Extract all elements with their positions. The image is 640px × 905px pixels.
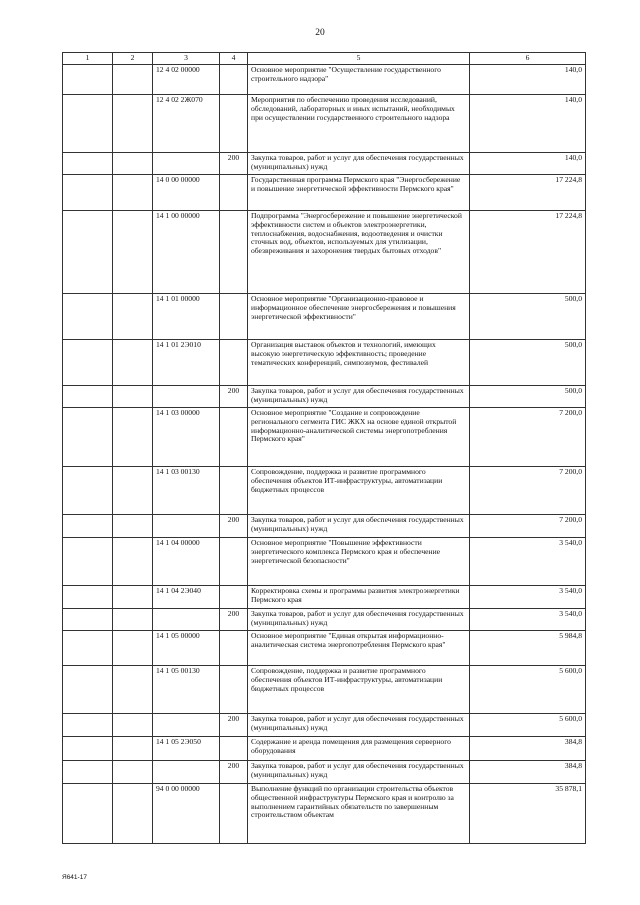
table-row — [63, 153, 586, 175]
target-item-code — [153, 714, 220, 737]
target-item-code: 14 0 00 00000 — [153, 175, 220, 211]
table-row — [63, 784, 586, 844]
target-item-code — [153, 153, 220, 175]
item-name: Содержание и аренда помещения для размещения серверного оборудования — [248, 737, 470, 761]
item-name: Закупка товаров, работ и услуг для обеспечения государственных (муниципальных) нужд — [248, 761, 470, 784]
cell-empty — [63, 175, 113, 211]
item-name: Подпрограмма "Энергосбережение и повышение энергетической эффективности систем и объектов электроэнергетики, теплоснабжения, водоснабжения, водоотведения и очистки сточных вод, объектов, используемых для утилизации, обезвреживания и захоронения твердых бытовых отходов" — [248, 211, 470, 294]
expense-type-code: 200 — [220, 609, 248, 631]
cell-empty — [113, 784, 153, 844]
budget-table — [62, 52, 586, 844]
cell-empty — [113, 586, 153, 609]
expense-type-code — [220, 340, 248, 386]
cell-empty — [113, 467, 153, 515]
target-item-code: 14 1 05 2Э050 — [153, 737, 220, 761]
cell-empty — [113, 294, 153, 340]
cell-empty — [63, 737, 113, 761]
cell-empty — [113, 714, 153, 737]
item-amount: 384,8 — [470, 761, 586, 784]
item-name: Основное мероприятие "Повышение эффективности энергетического комплекса Пермского края и обеспечение энергетической безопасности" — [248, 538, 470, 586]
item-name: Основное мероприятие "Создание и сопровождение регионального сегмента ГИС ЖКХ на основе единой открытой информационно-аналитической системы энергопотребления Пермского края" — [248, 408, 470, 467]
cell-empty — [113, 65, 153, 95]
expense-type-code — [220, 95, 248, 153]
target-item-code: 94 0 00 00000 — [153, 784, 220, 844]
cell-empty — [63, 467, 113, 515]
item-amount: 3 540,0 — [470, 538, 586, 586]
cell-empty — [113, 631, 153, 666]
target-item-code: 14 1 03 00000 — [153, 408, 220, 467]
document-code: Я641-17 — [62, 874, 87, 881]
column-header-5: 5 — [248, 53, 470, 65]
item-amount: 7 200,0 — [470, 408, 586, 467]
target-item-code — [153, 386, 220, 408]
table-row — [63, 666, 586, 714]
cell-empty — [63, 666, 113, 714]
cell-empty — [63, 95, 113, 153]
expense-type-code: 200 — [220, 386, 248, 408]
expense-type-code — [220, 65, 248, 95]
item-amount: 500,0 — [470, 294, 586, 340]
item-name: Организация выставок объектов и технологий, имеющих высокую энергетическую эффективность; проведение тематических конференций, симпозиумов, фестивалей — [248, 340, 470, 386]
cell-empty — [63, 294, 113, 340]
item-name: Закупка товаров, работ и услуг для обеспечения государственных (муниципальных) нужд — [248, 153, 470, 175]
expense-type-code — [220, 211, 248, 294]
expense-type-code — [220, 666, 248, 714]
target-item-code: 12 4 02 2Ж070 — [153, 95, 220, 153]
target-item-code: 14 1 03 00130 — [153, 467, 220, 515]
cell-empty — [63, 408, 113, 467]
target-item-code: 14 1 01 00000 — [153, 294, 220, 340]
cell-empty — [113, 538, 153, 586]
column-header-2: 2 — [113, 53, 153, 65]
item-amount: 5 600,0 — [470, 666, 586, 714]
item-name: Сопровождение, поддержка и развитие программного обеспечения объектов ИТ-инфраструктуры, автоматизации бюджетных процессов — [248, 467, 470, 515]
cell-empty — [63, 153, 113, 175]
item-amount: 35 878,1 — [470, 784, 586, 844]
target-item-code: 14 1 00 00000 — [153, 211, 220, 294]
cell-empty — [113, 211, 153, 294]
expense-type-code — [220, 467, 248, 515]
cell-empty — [63, 65, 113, 95]
expense-type-code — [220, 408, 248, 467]
table-row — [63, 586, 586, 609]
cell-empty — [63, 340, 113, 386]
expense-type-code — [220, 294, 248, 340]
cell-empty — [63, 761, 113, 784]
item-amount: 500,0 — [470, 386, 586, 408]
table-row — [63, 609, 586, 631]
item-name: Закупка товаров, работ и услуг для обеспечения государственных (муниципальных) нужд — [248, 609, 470, 631]
item-name: Основное мероприятие "Организационно-правовое и информационное обеспечение энергосбережения и повышения энергетической эффективности" — [248, 294, 470, 340]
cell-empty — [113, 408, 153, 467]
cell-empty — [63, 386, 113, 408]
table-row — [63, 65, 586, 95]
table-row — [63, 211, 586, 294]
page-number: 20 — [315, 28, 325, 38]
table-row — [63, 761, 586, 784]
target-item-code: 12 4 02 00000 — [153, 65, 220, 95]
expense-type-code: 200 — [220, 515, 248, 538]
table-row — [63, 175, 586, 211]
table-row — [63, 467, 586, 515]
table-row — [63, 386, 586, 408]
cell-empty — [63, 714, 113, 737]
item-name: Закупка товаров, работ и услуг для обеспечения государственных (муниципальных) нужд — [248, 515, 470, 538]
cell-empty — [113, 666, 153, 714]
expense-type-code — [220, 586, 248, 609]
item-name: Корректировка схемы и программы развития электроэнергетики Пермского края — [248, 586, 470, 609]
item-amount: 17 224,8 — [470, 175, 586, 211]
cell-empty — [63, 538, 113, 586]
expense-type-code — [220, 538, 248, 586]
expense-type-code: 200 — [220, 761, 248, 784]
expense-type-code: 200 — [220, 153, 248, 175]
cell-empty — [113, 153, 153, 175]
target-item-code: 14 1 05 00000 — [153, 631, 220, 666]
cell-empty — [113, 609, 153, 631]
item-amount: 5 984,8 — [470, 631, 586, 666]
item-amount: 3 540,0 — [470, 586, 586, 609]
target-item-code: 14 1 04 2Э040 — [153, 586, 220, 609]
column-header-3: 3 — [153, 53, 220, 65]
cell-empty — [113, 761, 153, 784]
expense-type-code — [220, 631, 248, 666]
item-amount: 7 200,0 — [470, 515, 586, 538]
cell-empty — [63, 784, 113, 844]
table-row — [63, 515, 586, 538]
target-item-code — [153, 609, 220, 631]
expense-type-code — [220, 175, 248, 211]
target-item-code — [153, 515, 220, 538]
target-item-code: 14 1 04 00000 — [153, 538, 220, 586]
item-name: Закупка товаров, работ и услуг для обеспечения государственных (муниципальных) нужд — [248, 714, 470, 737]
table-row — [63, 714, 586, 737]
table-row — [63, 631, 586, 666]
cell-empty — [113, 340, 153, 386]
cell-empty — [63, 609, 113, 631]
item-name: Мероприятия по обеспечению проведения исследований, обследований, лабораторных и иных испытаний, необходимых при осуществлении государственного строительного надзора — [248, 95, 470, 153]
table-row — [63, 294, 586, 340]
cell-empty — [113, 737, 153, 761]
cell-empty — [63, 631, 113, 666]
cell-empty — [113, 175, 153, 211]
table-row — [63, 538, 586, 586]
cell-empty — [63, 586, 113, 609]
cell-empty — [63, 211, 113, 294]
item-amount: 7 200,0 — [470, 467, 586, 515]
item-amount: 17 224,8 — [470, 211, 586, 294]
target-item-code — [153, 761, 220, 784]
target-item-code: 14 1 01 2Э010 — [153, 340, 220, 386]
expense-type-code — [220, 737, 248, 761]
item-amount: 140,0 — [470, 153, 586, 175]
table-row — [63, 737, 586, 761]
item-amount: 500,0 — [470, 340, 586, 386]
cell-empty — [113, 515, 153, 538]
cell-empty — [63, 515, 113, 538]
target-item-code: 14 1 05 00130 — [153, 666, 220, 714]
item-name: Основное мероприятие "Единая открытая информационно-аналитическая система энергопотребления Пермского края" — [248, 631, 470, 666]
column-header-6: 6 — [470, 53, 586, 65]
item-name: Сопровождение, поддержка и развитие программного обеспечения объектов ИТ-инфраструктуры, автоматизации бюджетных процессов — [248, 666, 470, 714]
column-header-1: 1 — [63, 53, 113, 65]
table-row — [63, 408, 586, 467]
item-amount: 140,0 — [470, 65, 586, 95]
expense-type-code — [220, 784, 248, 844]
table-row — [63, 95, 586, 153]
item-amount: 140,0 — [470, 95, 586, 153]
table-row — [63, 340, 586, 386]
table-header-row — [63, 53, 586, 65]
item-amount: 384,8 — [470, 737, 586, 761]
cell-empty — [113, 386, 153, 408]
column-header-4: 4 — [220, 53, 248, 65]
expense-type-code: 200 — [220, 714, 248, 737]
item-amount: 5 600,0 — [470, 714, 586, 737]
item-amount: 3 540,0 — [470, 609, 586, 631]
item-name: Закупка товаров, работ и услуг для обеспечения государственных (муниципальных) нужд — [248, 386, 470, 408]
cell-empty — [113, 95, 153, 153]
item-name: Выполнение функций по организации строительства объектов общественной инфраструктуры Пермского края и контролю за выполнением гарантийных обязательств по завершенным строительством объектам — [248, 784, 470, 844]
item-name: Основное мероприятие "Осуществление государственного строительного надзора" — [248, 65, 470, 95]
item-name: Государственная программа Пермского края "Энергосбережение и повышение энергетической эффективности Пермского края" — [248, 175, 470, 211]
